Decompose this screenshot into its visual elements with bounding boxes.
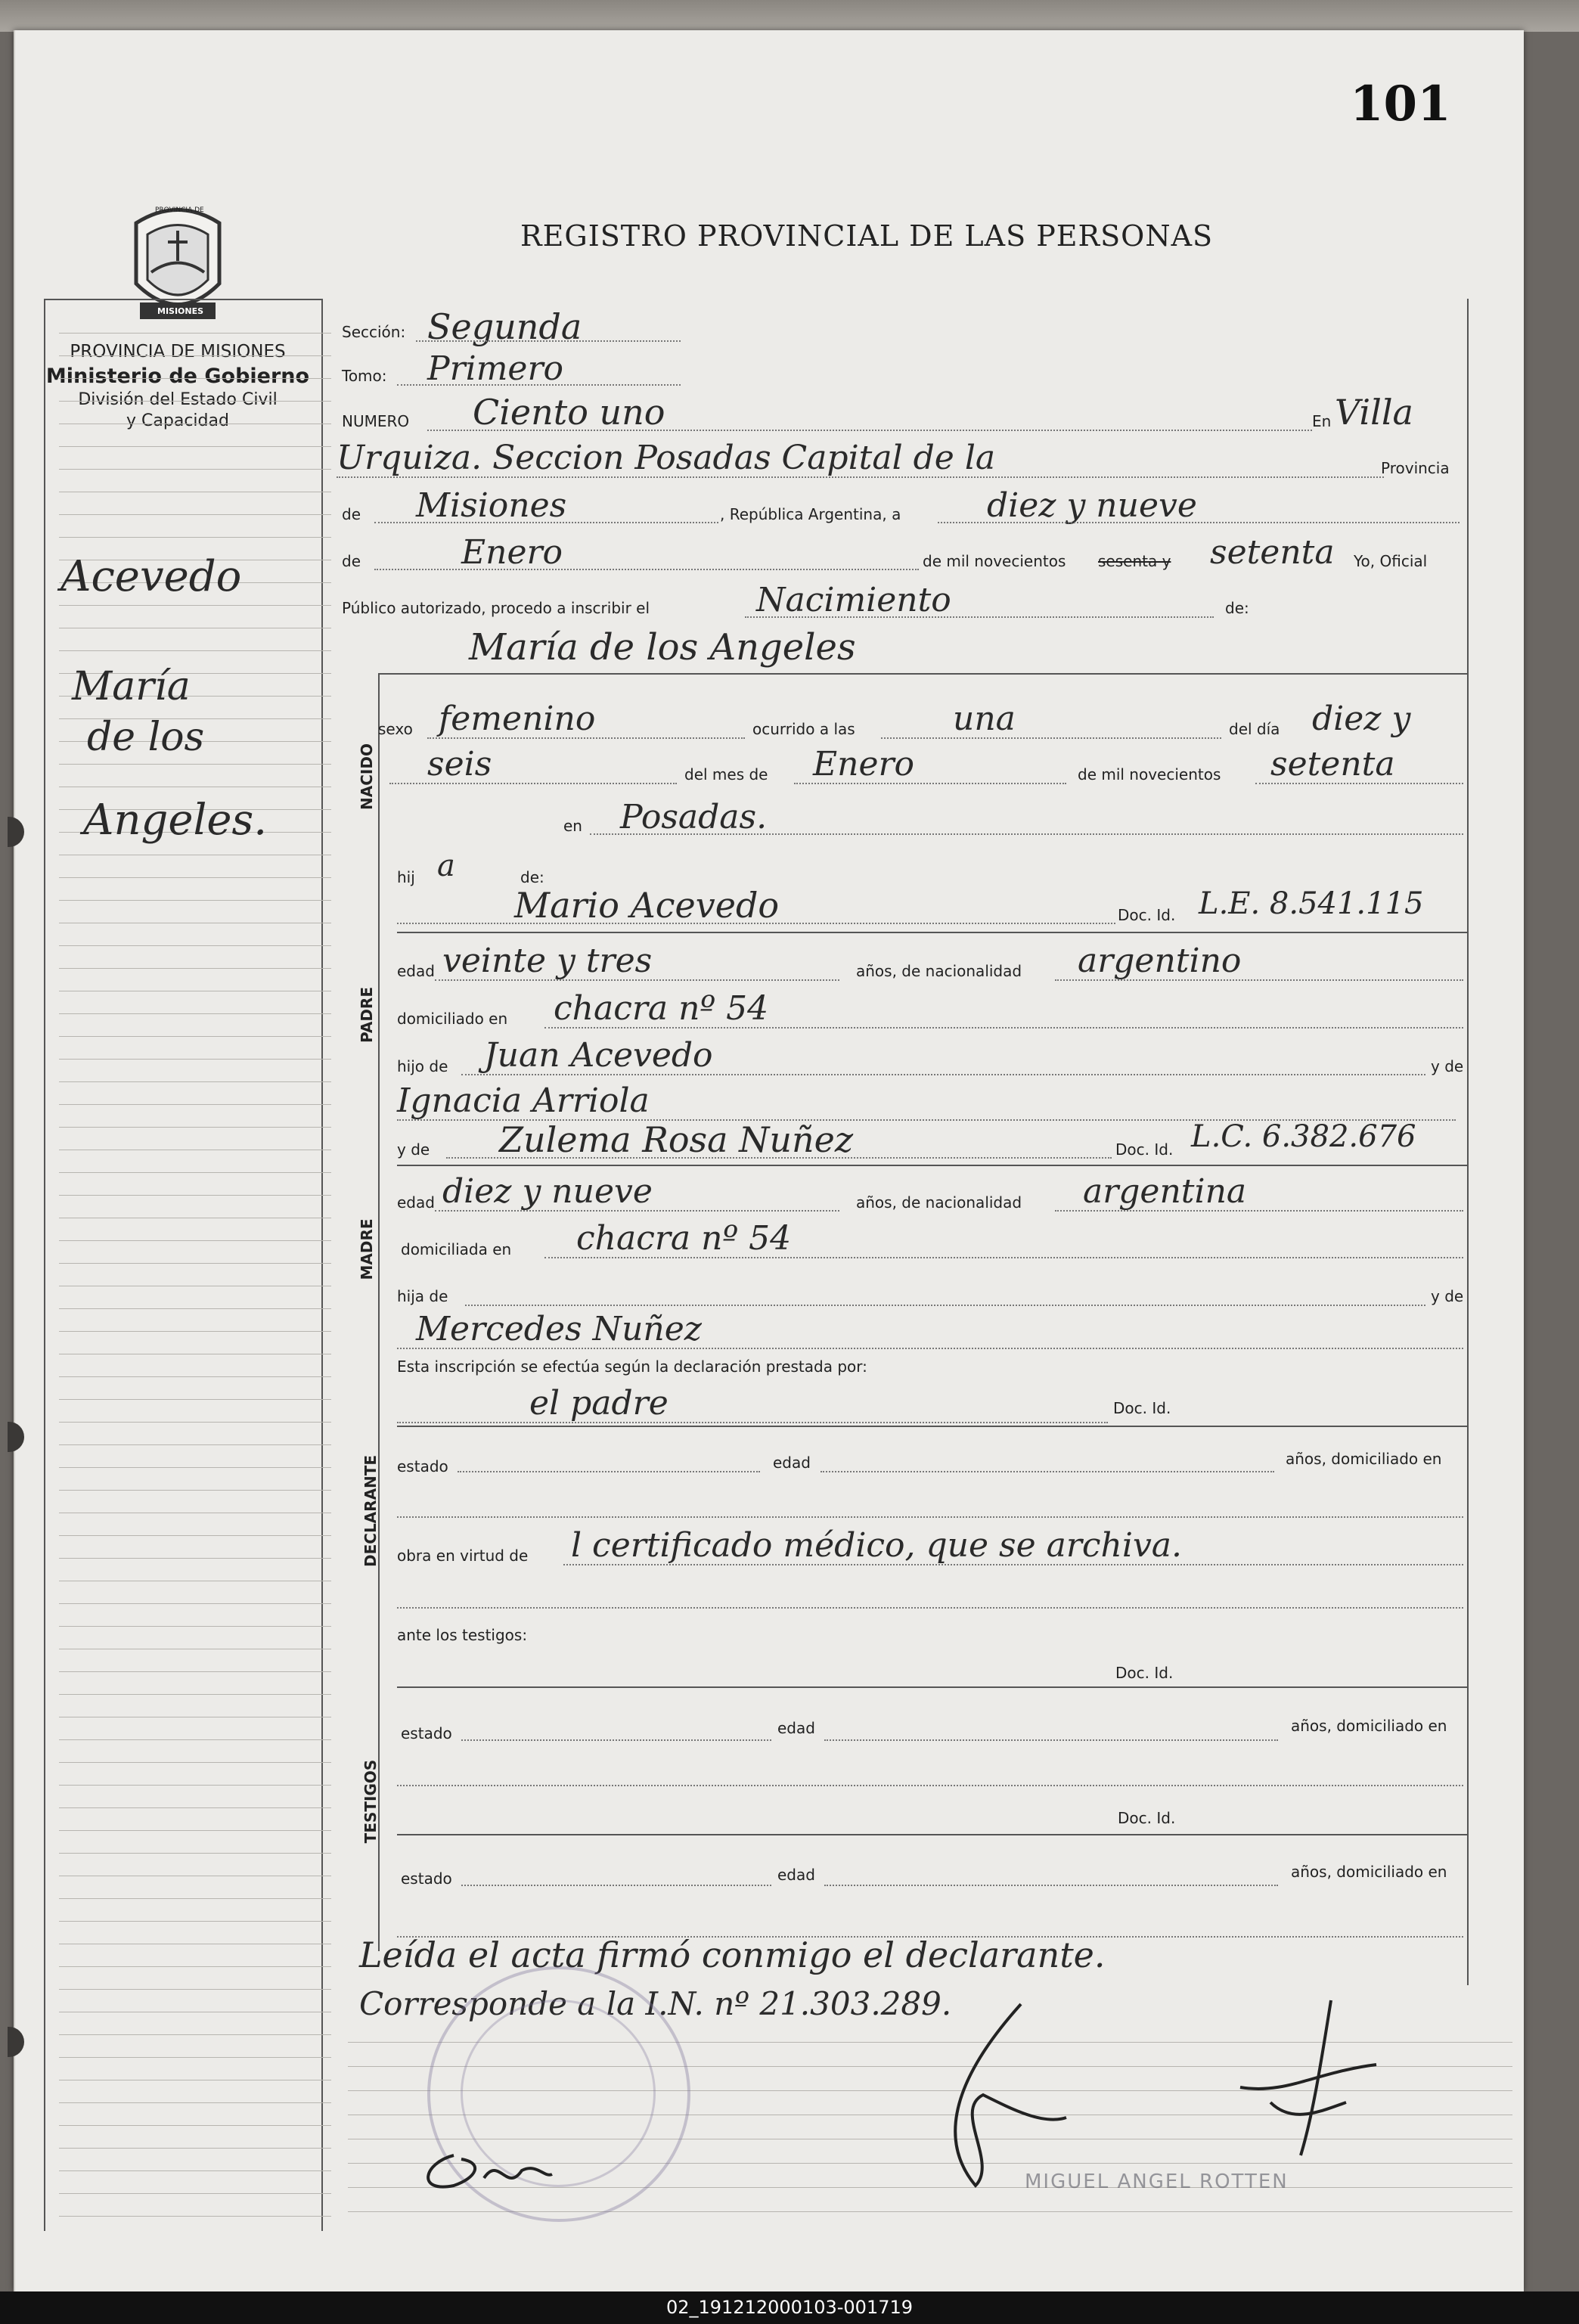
padre-dom-value: chacra nº 54 — [554, 989, 769, 1028]
publico-label: Público autorizado, procedo a inscribir el — [342, 599, 650, 617]
anio-nac-value: setenta — [1270, 745, 1395, 783]
mil-nac-label: de mil novecientos — [1078, 765, 1221, 783]
margin-ruled-line — [59, 1921, 331, 1922]
margin-surname: Acevedo — [60, 552, 242, 601]
margin-ruled-line — [59, 1558, 331, 1559]
closing-line-1: Leída el acta firmó conmigo el declarante. — [359, 1935, 1106, 1975]
madre-yde-label: y de — [397, 1140, 430, 1159]
margin-ruled-line — [59, 764, 331, 765]
padre-name-value: Mario Acevedo — [514, 885, 780, 926]
margin-ruled-line — [59, 1966, 331, 1967]
testigo1-doc-label: Doc. Id. — [1115, 1664, 1174, 1682]
division-heading-2: y Capacidad — [126, 411, 229, 430]
fecha-dia-value: diez y nueve — [987, 486, 1197, 525]
de2-label: de — [342, 552, 361, 570]
margin-ruled-line — [59, 446, 331, 447]
binding-hole — [8, 1422, 24, 1452]
yo-oficial-label: Yo, Oficial — [1354, 552, 1428, 570]
margin-header-rule — [44, 299, 323, 300]
dia-value-1: diez y — [1312, 700, 1411, 738]
sesenta-struck-label: sesenta y — [1098, 552, 1171, 570]
madre-top-rule — [397, 1165, 1467, 1166]
abuela-materna-value: Mercedes Nuñez — [416, 1310, 702, 1348]
margin-ruled-line — [59, 1807, 331, 1808]
abuelo-paterno-value: Juan Acevedo — [484, 1036, 713, 1075]
hijo-de-label: de: — [520, 868, 544, 886]
testigos-top-rule — [397, 1686, 1467, 1688]
margin-ruled-line — [59, 1989, 331, 1990]
madre-dom-label: domiciliada en — [401, 1240, 512, 1258]
margin-ruled-line — [59, 1308, 331, 1309]
margin-left-border — [44, 299, 45, 2231]
margin-ruled-line — [59, 1785, 331, 1786]
margin-ruled-line — [59, 945, 331, 946]
margin-ruled-line — [59, 1694, 331, 1695]
margin-ruled-line — [59, 1263, 331, 1264]
delmes-label: del mes de — [684, 765, 768, 783]
ocurrido-label: ocurrido a las — [752, 720, 855, 738]
testigo2-top-rule — [397, 1834, 1467, 1835]
margin-ruled-line — [59, 469, 331, 470]
margin-ruled-line — [59, 537, 331, 538]
numero-label: NUMERO — [342, 412, 410, 430]
abuela-paterna-value: Ignacia Arriola — [397, 1081, 650, 1120]
fecha-anio-value: setenta — [1210, 533, 1335, 572]
margin-ruled-line — [59, 1490, 331, 1491]
inscripto-name-value: María de los Angeles — [469, 626, 856, 669]
declarante-estado-label: estado — [397, 1457, 448, 1475]
madre-section-label: MADRE — [358, 1218, 376, 1280]
testigo1-estado-label: estado — [401, 1724, 452, 1742]
padre-hijode-label: hijo de — [397, 1057, 448, 1075]
officer-stamp: MIGUEL ANGEL ROTTEN — [1025, 2170, 1289, 2193]
margin-ruled-line — [59, 1195, 331, 1196]
en-label: En — [1312, 412, 1332, 430]
margin-ruled-line — [59, 1399, 331, 1400]
en-nac-label: en — [563, 817, 582, 835]
margin-ruled-line — [59, 968, 331, 969]
dia-value-2: seis — [427, 745, 492, 783]
margin-ruled-line — [59, 1626, 331, 1627]
nacido-top-rule — [378, 673, 1467, 675]
declarante-por-value: el padre — [529, 1384, 669, 1423]
margin-ruled-line — [59, 2193, 331, 2194]
margin-ruled-line — [59, 1535, 331, 1536]
margin-ruled-line — [59, 1172, 331, 1173]
testigo1-anos-label: años, domiciliado en — [1291, 1717, 1447, 1735]
margin-ruled-line — [59, 1240, 331, 1241]
emblem-text-top: PROVINCIA DE — [155, 206, 204, 214]
margin-ruled-line — [59, 1467, 331, 1468]
margin-ruled-line — [59, 401, 331, 402]
margin-ruled-line — [59, 605, 331, 606]
republica-label: , República Argentina, a — [720, 505, 901, 523]
madre-edad-value: diez y nueve — [442, 1172, 653, 1211]
margin-ruled-line — [59, 2148, 331, 2149]
margin-ruled-line — [59, 877, 331, 878]
fecha-mes-value: Enero — [461, 533, 563, 572]
margin-ruled-line — [59, 900, 331, 901]
margin-ruled-line — [59, 1898, 331, 1899]
margin-ruled-line — [59, 378, 331, 379]
sexo-label: sexo — [378, 720, 413, 738]
padre-edad-value: veinte y tres — [442, 942, 653, 980]
margin-ruled-line — [59, 1739, 331, 1740]
margin-given-name-2: de los — [87, 715, 205, 760]
acto-value: Nacimiento — [756, 581, 951, 619]
declarante-doc-label: Doc. Id. — [1113, 1399, 1171, 1417]
testigo2-estado-label: estado — [401, 1869, 452, 1888]
padre-anos-label: años, de nacionalidad — [856, 962, 1022, 980]
padre-nac-value: argentino — [1078, 942, 1242, 980]
tomo-label: Tomo: — [342, 367, 387, 385]
mes-nac-value: Enero — [813, 745, 915, 783]
binding-hole — [8, 2027, 24, 2057]
padre-top-rule — [397, 932, 1467, 933]
declaracion-intro-label: Esta inscripción se efectúa según la declaración prestada por: — [397, 1357, 867, 1376]
testigo1-edad-label: edad — [777, 1719, 815, 1737]
declarante-edad-label: edad — [773, 1454, 811, 1472]
madre-name-value: Zulema Rosa Nuñez — [499, 1119, 854, 1160]
margin-ruled-line — [59, 2057, 331, 2058]
testigo2-doc-label: Doc. Id. — [1118, 1809, 1176, 1827]
hijo-label: hij — [397, 868, 415, 886]
binding-hole — [8, 817, 24, 847]
margin-ruled-line — [59, 1059, 331, 1060]
margin-ruled-line — [59, 1104, 331, 1105]
signature-officer — [907, 1997, 1081, 2193]
madre-doc-label: Doc. Id. — [1115, 1140, 1174, 1159]
declarante-anos-label: años, domiciliado en — [1286, 1450, 1442, 1468]
sexo-value: femenino — [439, 700, 596, 738]
signature-declarante — [1225, 1997, 1391, 2170]
testigos-section-label: TESTIGOS — [361, 1759, 380, 1844]
margin-ruled-line — [59, 1081, 331, 1082]
hijo-value: a — [437, 849, 455, 883]
margin-ruled-line — [59, 1013, 331, 1014]
madre-hijade-label: hija de — [397, 1287, 448, 1305]
form-right-border — [1467, 299, 1469, 1985]
declarante-top-rule — [397, 1426, 1467, 1427]
padre-edad-label: edad — [397, 962, 435, 980]
division-heading: División del Estado Civil — [78, 390, 278, 409]
padre-doc-value: L.E. 8.541.115 — [1199, 886, 1424, 921]
place-line-value: Urquiza. Seccion Posadas Capital de la — [337, 439, 996, 477]
margin-ruled-line — [59, 1444, 331, 1445]
madre-dom-value: chacra nº 54 — [576, 1219, 792, 1258]
margin-ruled-line — [59, 2125, 331, 2126]
madre-nac-value: argentina — [1083, 1172, 1247, 1211]
testigo2-edad-label: edad — [777, 1866, 815, 1884]
closing-line-2: Corresponde a la I.N. nº 21.303.289. — [359, 1985, 952, 2022]
nacido-section-label: NACIDO — [358, 743, 376, 810]
en-value: Villa — [1335, 392, 1413, 433]
padre-yde-label: y de — [1431, 1057, 1464, 1075]
obra-label: obra en virtud de — [397, 1547, 529, 1565]
seccion-value: Segunda — [427, 306, 582, 347]
margin-ruled-line — [59, 1127, 331, 1128]
obra-value: l certificado médico, que se archiva. — [571, 1526, 1183, 1565]
margin-ruled-line — [59, 1036, 331, 1037]
margin-ruled-line — [59, 2102, 331, 2103]
document-title: REGISTRO PROVINCIAL DE LAS PERSONAS — [520, 219, 1214, 253]
tomo-value: Primero — [427, 349, 563, 388]
testigo2-anos-label: años, domiciliado en — [1291, 1863, 1447, 1881]
margin-ruled-line — [59, 1853, 331, 1854]
margin-given-name-3: Angeles. — [83, 796, 268, 845]
ministry-heading: Ministerio de Gobierno — [45, 365, 310, 388]
margin-ruled-line — [59, 514, 331, 515]
numero-value: Ciento uno — [473, 392, 665, 433]
margin-given-name-1: María — [72, 664, 191, 709]
madre-edad-label: edad — [397, 1193, 435, 1212]
seccion-label: Sección: — [342, 323, 406, 341]
padre-doc-label: Doc. Id. — [1118, 906, 1176, 924]
de-label: de — [342, 505, 361, 523]
top-edge — [0, 0, 1579, 32]
madre-anos-label: años, de nacionalidad — [856, 1193, 1022, 1212]
margin-ruled-line — [59, 1830, 331, 1831]
lugar-nac-value: Posadas. — [620, 798, 768, 836]
madre-doc-value: L.C. 6.382.676 — [1191, 1119, 1416, 1154]
margin-ruled-line — [59, 1376, 331, 1377]
margin-ruled-line — [59, 2216, 331, 2217]
margin-ruled-line — [59, 2034, 331, 2035]
margin-ruled-line — [59, 333, 331, 334]
page-number: 101 — [1350, 76, 1451, 132]
declarante-section-label: DECLARANTE — [361, 1454, 380, 1567]
mil-novecientos-label: de mil novecientos — [923, 552, 1066, 570]
padre-section-label: PADRE — [358, 987, 376, 1043]
province-heading: PROVINCIA DE MISIONES — [70, 342, 286, 361]
deldia-label: del día — [1229, 720, 1280, 738]
hora-value: una — [953, 700, 1016, 738]
provincia-label: Provincia — [1381, 459, 1450, 477]
margin-ruled-line — [59, 1422, 331, 1423]
margin-ruled-line — [59, 1603, 331, 1604]
margin-ruled-line — [59, 1331, 331, 1332]
signature-initials — [408, 2140, 560, 2201]
register-page — [14, 30, 1524, 2291]
margin-ruled-line — [59, 1762, 331, 1763]
de3-label: de: — [1225, 599, 1249, 617]
margin-ruled-line — [59, 1671, 331, 1672]
margin-ruled-line — [59, 2170, 331, 2171]
margin-right-border — [321, 299, 323, 2231]
archive-footer: 02_191212000103-001719 — [0, 2291, 1579, 2324]
margin-ruled-line — [59, 650, 331, 651]
padre-dom-label: domiciliado en — [397, 1010, 508, 1028]
margin-ruled-line — [59, 355, 331, 356]
provincia-value: Misiones — [416, 486, 567, 525]
madre-yde2-label: y de — [1431, 1287, 1464, 1305]
testigos-intro-label: ante los testigos: — [397, 1626, 528, 1644]
emblem-text-bottom: MISIONES — [157, 306, 204, 316]
province-emblem — [121, 200, 234, 329]
